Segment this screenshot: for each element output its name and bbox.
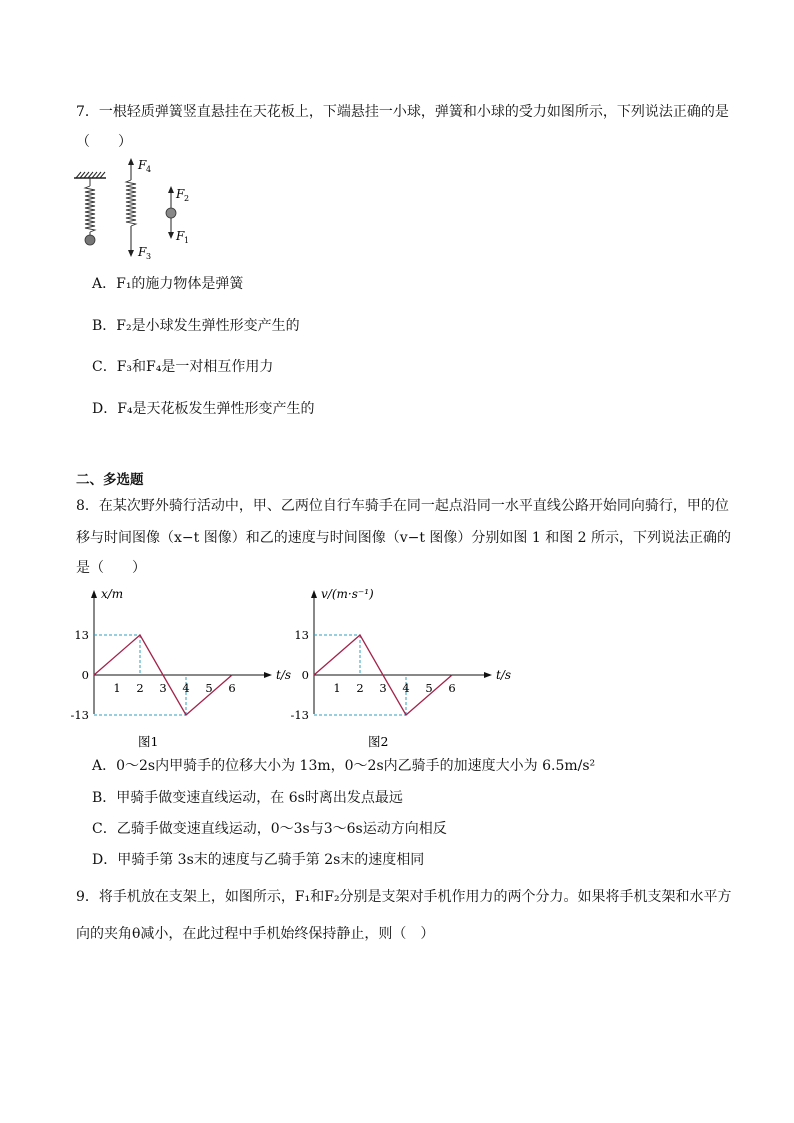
f2-subscript: 2 xyxy=(184,194,190,203)
f4-label: F xyxy=(138,158,147,172)
y-tick-label: 0 xyxy=(81,668,89,682)
x-tick-label: 5 xyxy=(425,681,433,695)
y-tick-label: -13 xyxy=(290,708,309,722)
q8-option-b: B．甲骑手做变速直线运动，在 6s时离出发点最远 xyxy=(92,790,403,806)
x-axis-arrow-icon xyxy=(484,672,492,678)
section-title: 二、多选题 xyxy=(76,472,144,488)
figure-caption: 图2 xyxy=(368,734,389,749)
x-tick-label: 3 xyxy=(159,681,167,695)
x-tick-label: 3 xyxy=(379,681,387,695)
y-tick-label: 0 xyxy=(301,668,309,682)
q8-option-d: D．甲骑手第 3s末的速度与乙骑手第 2s末的速度相同 xyxy=(92,852,425,868)
f1-label: F xyxy=(176,229,185,243)
y-tick-label: -13 xyxy=(70,708,89,722)
y-axis-arrow-icon xyxy=(311,590,317,598)
ball-force-icon xyxy=(166,186,176,239)
x-axis-arrow-icon xyxy=(264,672,272,678)
y-tick-label: 13 xyxy=(74,628,89,642)
q9-stem-line2: 向的夹角θ减小，在此过程中手机始终保持静止，则（ ） xyxy=(76,926,435,942)
q8-stem-line2: 移与时间图像（x−t 图像）和乙的速度与时间图像（v−t 图像）分别如图 1 和图 2 所示，下列说法正确的 xyxy=(76,530,732,546)
x-tick-label: 1 xyxy=(113,681,121,695)
q8-option-a: A．0～2s内甲骑手的位移大小为 13m，0～2s内乙骑手的加速度大小为 6.5m/s² xyxy=(92,758,596,774)
spring-icon xyxy=(85,178,95,236)
x-tick-label: 2 xyxy=(356,681,364,695)
q7-stem-line2: （ ） xyxy=(76,134,132,150)
x-tick-label: 4 xyxy=(182,681,190,695)
x-axis-label: t/s xyxy=(276,668,292,682)
q9-stem-line1: 9．将手机放在支架上，如图所示，F₁和F₂分别是支架对手机作用力的两个分力。如果将手机支架和水平方 xyxy=(76,889,732,905)
y-tick-label: 13 xyxy=(294,628,309,642)
ceiling-icon xyxy=(74,172,106,178)
q7-option-b: B．F₂是小球发生弹性形变产生的 xyxy=(92,318,300,334)
x-tick-label: 4 xyxy=(402,681,410,695)
f2-label: F xyxy=(176,187,185,201)
y-axis-label: v/(m·s⁻¹) xyxy=(321,587,374,601)
q8-chart-figure-2 xyxy=(290,582,525,754)
spring-force-icon xyxy=(126,158,136,257)
x-axis-label: t/s xyxy=(496,668,512,682)
f3-label: F xyxy=(138,245,147,259)
q7-option-a: A．F₁的施力物体是弹簧 xyxy=(92,276,244,292)
q8-option-c: C．乙骑手做变速直线运动，0～3s与3～6s运动方向相反 xyxy=(92,821,447,837)
q8-chart-figure-1 xyxy=(70,582,295,754)
y-axis-arrow-icon xyxy=(91,590,97,598)
x-tick-label: 2 xyxy=(136,681,144,695)
x-tick-label: 1 xyxy=(333,681,341,695)
x-tick-label: 6 xyxy=(228,681,236,695)
q7-stem-line1: 7．一根轻质弹簧竖直悬挂在天花板上，下端悬挂一小球，弹簧和小球的受力如图所示，下列说法正确的是 xyxy=(76,104,729,120)
q7-option-d: D．F₄是天花板发生弹性形变产生的 xyxy=(92,401,315,417)
q7-option-c: C．F₃和F₄是一对相互作用力 xyxy=(92,359,274,375)
f3-subscript: 3 xyxy=(146,252,152,261)
x-tick-label: 6 xyxy=(448,681,456,695)
x-tick-label: 5 xyxy=(205,681,213,695)
f1-subscript: 1 xyxy=(184,236,190,245)
q7-spring-figure xyxy=(70,156,200,266)
q8-stem-line3: 是（ ） xyxy=(76,560,146,576)
ball-icon xyxy=(85,235,95,245)
q8-stem-line1: 8．在某次野外骑行活动中，甲、乙两位自行车骑手在同一起点沿同一水平直线公路开始同向骑行，甲的位 xyxy=(76,498,729,514)
f4-subscript: 4 xyxy=(146,165,152,174)
y-axis-label: x/m xyxy=(101,587,124,601)
figure-caption: 图1 xyxy=(138,734,159,749)
